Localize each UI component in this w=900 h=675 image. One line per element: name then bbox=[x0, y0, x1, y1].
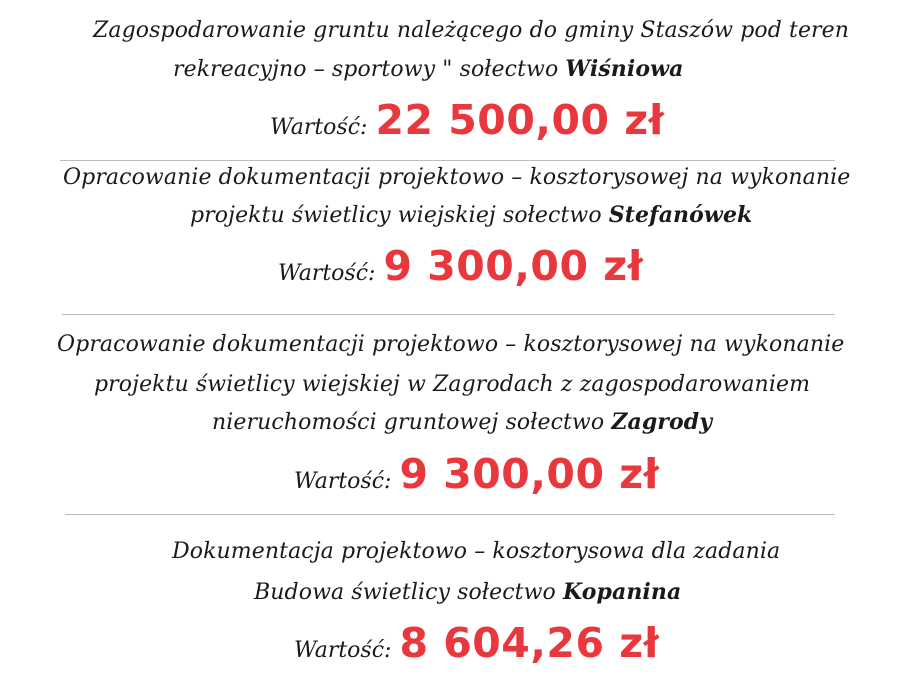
s4-line-1 bbox=[172, 538, 780, 566]
s1-value-label: Wartość: bbox=[270, 115, 368, 140]
s3-sołectwo-name: Zagrody bbox=[611, 409, 713, 435]
s1-sołectwo-name: Wiśniowa bbox=[565, 56, 684, 82]
s2-sołectwo-name: Stefanówek bbox=[608, 202, 753, 228]
s2-line-2-text: projektu świetlicy wiejskiej sołectwo bbox=[190, 203, 609, 228]
divider-3 bbox=[65, 514, 835, 515]
s3-value-row bbox=[294, 450, 659, 498]
s3-line-3-text: nieruchomości gruntowej sołectwo bbox=[212, 410, 612, 435]
s3-value-amount: 9 300,00 zł bbox=[399, 450, 660, 498]
s1-line-2-text: rekreacyjno – sportowy " sołectwo bbox=[173, 57, 566, 82]
divider-1 bbox=[60, 160, 835, 161]
s4-line-2 bbox=[254, 578, 681, 607]
s4-value-row bbox=[294, 619, 659, 667]
s1-line-1 bbox=[93, 17, 849, 45]
s1-value-amount: 22 500,00 zł bbox=[375, 96, 665, 144]
s3-line-1 bbox=[57, 331, 844, 359]
s3-line-2-text: projektu świetlicy wiejskiej w Zagrodach z zagospodarowaniem bbox=[94, 372, 811, 397]
s3-line-3 bbox=[212, 408, 712, 437]
s3-line-2 bbox=[94, 371, 810, 399]
s3-value-label: Wartość: bbox=[294, 469, 392, 494]
s4-value-amount: 8 604,26 zł bbox=[399, 619, 660, 667]
s1-line-2 bbox=[173, 55, 684, 84]
s4-line-1-text: Dokumentacja projektowo – kosztorysowa dla zadania bbox=[172, 539, 781, 564]
s4-sołectwo-name: Kopanina bbox=[562, 579, 682, 605]
s1-value-row bbox=[270, 96, 664, 144]
s1-line-1-text: Zagospodarowanie gruntu należącego do gminy Staszów pod teren bbox=[93, 18, 850, 43]
s2-line-1 bbox=[63, 164, 850, 192]
s2-line-2 bbox=[190, 201, 752, 230]
s4-value-label: Wartość: bbox=[294, 638, 392, 663]
s3-line-1-text: Opracowanie dokumentacji projektowo – kosztorysowej na wykonanie bbox=[57, 332, 845, 357]
s2-value-row bbox=[278, 242, 643, 290]
divider-2 bbox=[62, 314, 835, 315]
s4-line-2-text: Budowa świetlicy sołectwo bbox=[254, 580, 563, 605]
s2-line-1-text: Opracowanie dokumentacji projektowo – kosztorysowej na wykonanie bbox=[63, 165, 851, 190]
s2-value-label: Wartość: bbox=[278, 261, 376, 286]
s2-value-amount: 9 300,00 zł bbox=[383, 242, 644, 290]
